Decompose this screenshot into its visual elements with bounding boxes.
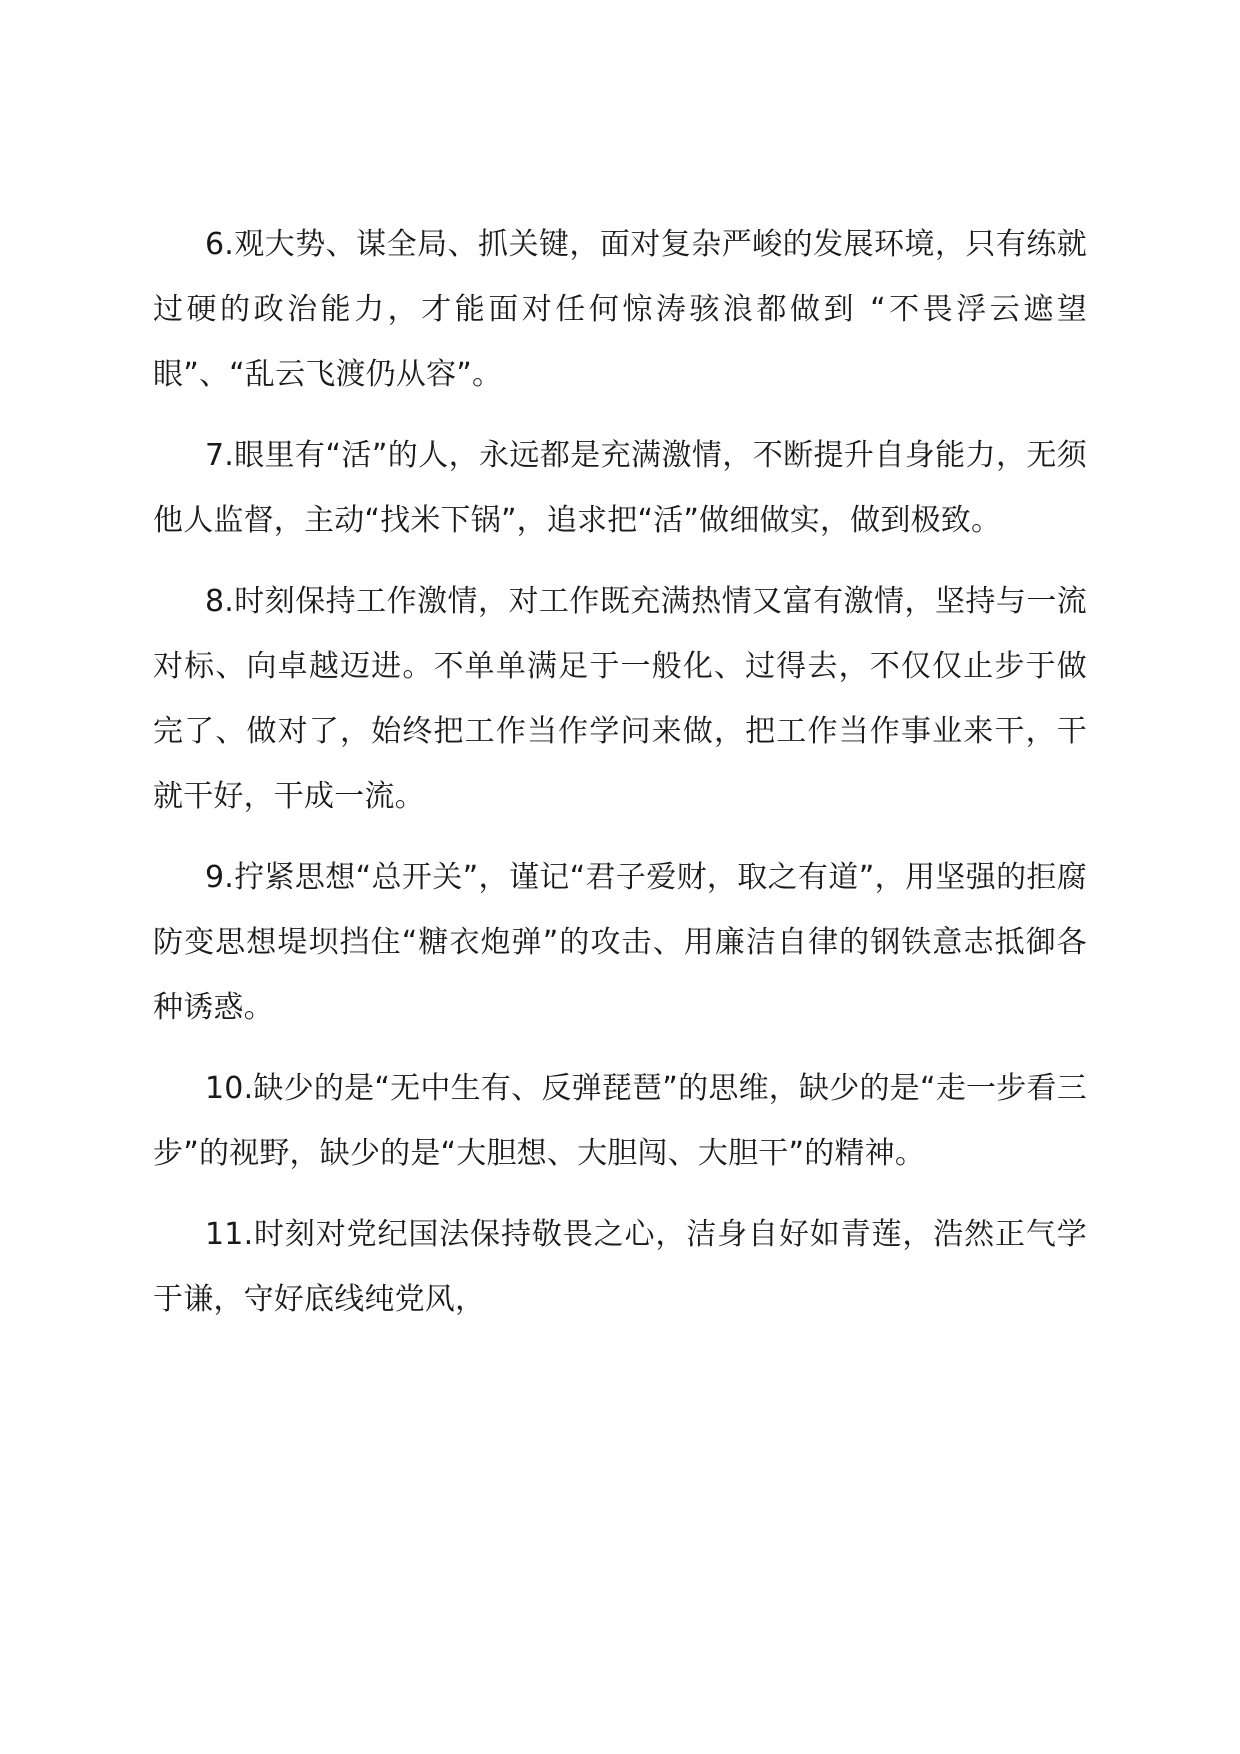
paragraph-10: 10.缺少的是“无中生有、反弹琵琶”的思维，缺少的是“走一步看三步”的视野，缺少的是“大胆想、大胆闯、大胆干”的精神。 [153,1071,1087,1171]
paragraph-11: 11.时刻对党纪国法保持敬畏之心，洁身自好如青莲，浩然正气学于谦，守好底线纯党风， [153,1217,1087,1317]
paragraph-9: 9.拧紧思想“总开关”，谨记“君子爱财，取之有道”，用坚强的拒腐防变思想堤坝挡住“糖衣炮弹”的攻击、用廉洁自律的钢铁意志抵御各种诱惑。 [153,860,1087,1025]
paragraph-6: 6.观大势、谋全局、抓关键，面对复杂严峻的发展环境，只有练就过硬的政治能力，才能面对任何惊涛骇浪都做到 “不畏浮云遮望眼”、“乱云飞渡仍从容”。 [153,227,1087,392]
paragraph-7: 7.眼里有“活”的人，永远都是充满激情，不断提升自身能力，无须他人监督，主动“找米下锅”，追求把“活”做细做实，做到极致。 [153,438,1087,538]
document-body [153,212,1087,1348]
paragraph-8: 8.时刻保持工作激情，对工作既充满热情又富有激情，坚持与一流对标、向卓越迈进。不单单满足于一般化、过得去，不仅仅止步于做完了、做对了，始终把工作当作学问来做，把工作当作事业来干，干就干好，干成一流。 [153,584,1087,814]
